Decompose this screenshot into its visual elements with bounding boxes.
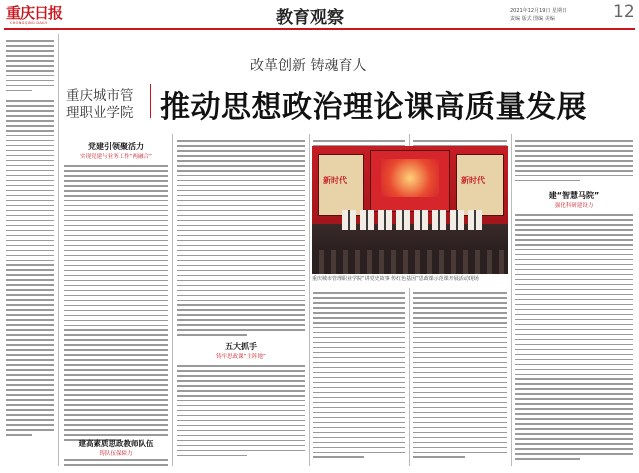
photo-performers [342,210,482,230]
section-title-five-measures: 五大抓手 [225,342,257,351]
photo-screen-glow [381,159,439,197]
date-line: 2021年12月19日 星期日 [510,8,568,14]
photo-screen-left [318,154,364,216]
column6-text-a [515,140,633,185]
section-title: 教育观察 [276,8,344,28]
photo-screen-right [456,154,504,216]
section-subtitle-five-measures: 铸牢思政课“主阵地” [216,354,266,360]
column-divider-5 [409,288,410,466]
event-photo [312,146,508,274]
org-name-line2: 理职业学院 [66,105,134,121]
newspaper-logo [6,2,62,23]
headline-divider [150,84,151,118]
section-subtitle-smart-college: 强化科研建设力 [554,203,594,209]
section-subtitle-party-building: 实现党建与业务工作“两融合” [80,154,152,160]
column-divider-1 [58,34,59,466]
logo-text: 重庆日报 [6,4,63,22]
column6-text-b [515,214,633,463]
photo-banner-left: 新时代 [323,176,347,185]
column4-text-b [313,292,405,461]
org-name-line1: 重庆城市管 [66,88,134,104]
page-number: 12 [613,2,635,22]
column2-text-a [64,165,168,444]
column-divider-3 [309,134,310,466]
column5-text-b [413,292,507,461]
section-title-party-building: 党建引领聚活力 [88,142,144,151]
column3-text-a [177,140,305,339]
section-subtitle-teacher-team: 铸队伍保障力 [99,451,133,457]
section-title-smart-college: 建“智慧马院” [548,191,600,200]
logo-latin: CHONGQING DAILY [10,21,48,25]
photo-audience [312,250,508,274]
main-headline: 推动思想政治理论课高质量发展 [160,90,587,125]
editor-line: 责编 版式 图编 美编 [510,16,555,22]
section-title-teacher-team: 建高素质思政教师队伍 [78,439,154,448]
intro-text-block-top [6,40,54,95]
column3-text-b [177,365,305,460]
headline-kicker: 改革创新 铸魂育人 [250,58,367,74]
photo-banner-right: 新时代 [461,176,485,185]
masthead-rule [4,28,635,30]
photo-caption: 重庆城市管理职业学院“讲党史故事 传红色基因”思政课示范课开展活动现场 [312,276,479,282]
photo-screen-center [370,150,450,212]
column-divider-6 [511,134,512,466]
intro-text-block [6,100,54,439]
column2-text-b [64,459,168,469]
column-divider-2 [172,134,173,466]
